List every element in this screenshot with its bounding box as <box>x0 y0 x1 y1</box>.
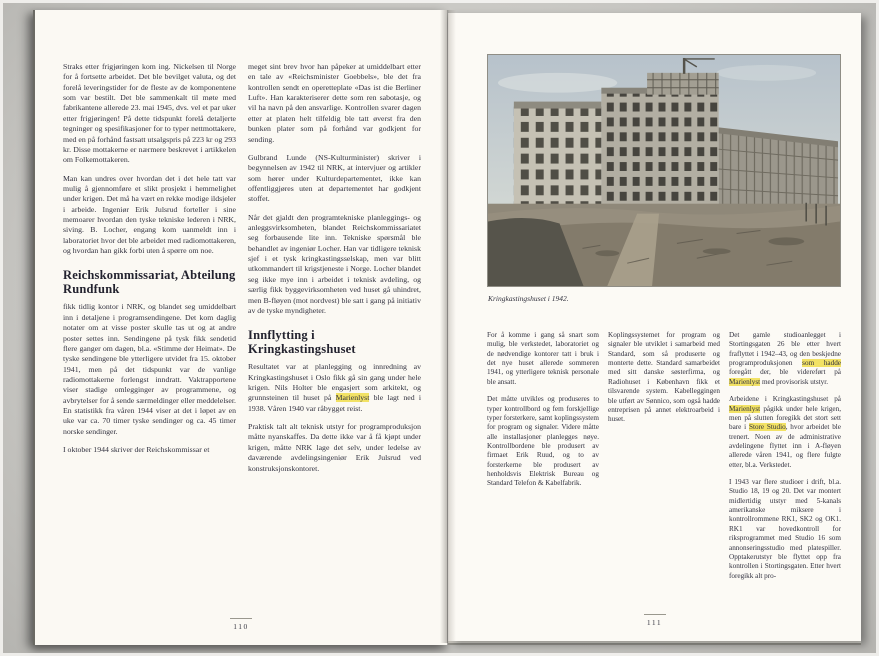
left-page <box>33 10 447 645</box>
highlighted-text: som hadde <box>802 359 841 368</box>
paragraph: Man kan undres over hvordan det i det hele tatt var mulig å gjennomføre et slikt prosjekt i hemmelighet under krigen. Det må ha vært en rekke modige ildsjeler i arbeide. Ingeniør Erik Julsrud forteller i sine memoarer hvordan den tyske tekniske lederen i NRK, siving. B. Locher, engang kom uanmeldt inn i laboratoriet hvor det ble arbeidet med radiomottakeren, og hvordan han gikk forbi uten å spørre om noe. <box>63 173 236 256</box>
paragraph <box>729 331 841 387</box>
text-segment: med provisorisk utstyr. <box>760 377 829 386</box>
text-segment: ble lagt ned i 1938. Våren 1940 var råbygget reist. <box>248 393 421 413</box>
left-page-column-2 <box>248 62 421 618</box>
paragraph <box>729 395 841 470</box>
paragraph: Koplingssystemet for program og signaler ble utviklet i samarbeid med Standard, som så produserte og monterte dette. Standard samarbeidet med sitt danske søsterfirma, og Radiohuset i København fikk et tilsvarende system. Kabelleggingen ble utført av Sønnico, som også hadde entreprisen på annet elektroarbeid i huset. <box>608 331 720 424</box>
highlighted-text: Store Studio <box>748 423 786 432</box>
photo-illustration <box>488 55 840 286</box>
paragraph: Det måtte utvikles og produseres to typer kontrollbord og fem forskjellige typer forsterkere, samt koplingssystem for program og signaler. Videre måtte alle installasjoner planlegges nøye. Kontrollbordene ble produsert av firmaet Erik Ruud, og to av forsterkerne ble produsert av henholdsvis Elektrisk Bureau og Standard Telefon & Kabelfabrik. <box>487 395 599 488</box>
highlighted-text: Marienlyst <box>729 377 761 386</box>
paragraph: I oktober 1944 skriver der Reichskommissar et <box>63 445 210 455</box>
construction-photo <box>487 54 841 287</box>
paragraph: Gulbrand Lunde (NS-Kulturminister) skriver i begynnelsen av 1942 til NRK, at intervjuer og artikler som hører under Kulturdepartementet, ikke kan offentliggjøres uten at departementet har godkjent stoffet. <box>248 152 421 204</box>
paragraph: I 1943 var flere studioer i drift, bl.a. Studio 18, 19 og 20. Det var montert midlertidig utstyr med 5-kanals amerikanske miksere i kontrollrommene RK1, SK2 og OK1. RK1 var hovedkontroll for riksprogrammet med Studio 16 som annonseringsstudio med platespiller. Opptakerutstyr ble flyttet opp fra kontrollen i Stortingsgaten. Etter hvert foregikk alt pro- <box>729 478 841 580</box>
paragraph: fikk tidlig kontor i NRK, og blandet seg umiddelbart inn i detaljene i programsendingene. Det kom daglig notater om at visse poster skulle tas ut og at andre poster settes inn. Sendingene på tysk fikk sendetid flere ganger om dagen, bl.a. «Stimme der Heimat». De tyske sendingene ble ytterligere utvidet fra 15. oktober 1941, men på det tidspunkt var de vanlige radiomottakerne forlengst inndratt. Vaktrapportene viser stadige omlegginger av programmene, og avbrytelser for å sende særmeldinger eller meddelelser. En statistikk fra våren 1944 viser at det i løpet av en uke var ca. 70 timer tyske sendinger og ca. 45 timer norske sendinger. <box>63 302 236 436</box>
paragraph: Praktisk talt alt teknisk utstyr for programproduksjon måtte nyanskaffes. Da dette ikke var å få kjøpt under krigen, måtte NRK lage det selv, under ledelse av daværende avdelingsingeniør Erik Julsrud ved konstruksjonskontoret. <box>248 422 421 473</box>
paragraph: meget sint brev hvor han påpeker at umiddelbart etter en tale av «Reichsminister Goebbels», ble det fra kontrollen sendt en operetteplate «Das ist die Berliner Luft». Han karakteriserer dette som ren sabotasje, og vil ha navn på den ansvarlige. Kontrollen svarer dagen etter at platen helt tilfeldig ble tatt øverst fra den bunken plater som på forhånd var godkjent for sending. <box>248 62 421 144</box>
text-segment: foregått der, ble videreført på <box>729 368 841 377</box>
text-segment: Det gamle studioanlegget i Stortingsgaten 26 ble etter hvert fraflyttet i 1942–43, og den beskjedne programproduksjonen <box>729 331 841 368</box>
photo-caption: Kringkastingshuset i 1942. <box>488 294 569 303</box>
paragraph: For å komme i gang så snart som mulig, ble verkstedet, laboratoriet og de nødvendige kontorer tatt i bruk i det nye huset allerede sommeren 1941, og ytterligere teknisk personale ble ansatt. <box>487 331 599 386</box>
text-segment: pågikk under hele krigen, men på slutten foregikk det stort sett bare i <box>729 404 841 432</box>
highlighted-text: Marienlyst <box>335 393 370 403</box>
right-page <box>448 13 861 641</box>
right-page-column-2 <box>608 331 720 623</box>
right-page-number: 111 <box>448 614 861 627</box>
right-page-column-1 <box>487 331 599 623</box>
paragraph <box>248 362 421 414</box>
text-segment: Arbeidene i Kringkastingshuset på <box>729 395 841 404</box>
paragraph: Når det gjaldt den programtekniske planleggings- og anleggsvirksomheten, blandet Reichskommissariatet seg forbausende lite inn. Tekniske spørsmål ble behandlet av ingeniør Locher. Han var tidligere teknisk sjef i et tysk kringkastingsselskap, men var blitt utkommandert til krigstjeneste i Norge. Locher blandet seg ikke mye inn i arbeidet i teknisk avdeling, og særlig fikk byggevirksomheten ved huset gå uhindret, men B-fløyen (mot nordvest) ble satt i gang på initiativ av de tyske myndigheter. <box>248 212 421 315</box>
heading-reichskommissariat-abteilung-rundfunk: Reichskommissariat, Abteilung Rundfunk <box>63 268 236 297</box>
highlighted-text: Marienlyst <box>729 404 761 413</box>
left-page-column-1 <box>63 62 236 618</box>
text-segment: Resultatet var at planlegging og innredning av Kringkastingshuset i Oslo fikk gå sin gang under hele krigen. Nils Holter ble engasjert som arkitekt, og grunnsteinen til huset på <box>248 362 421 403</box>
text-segment: , hvor arbeidet ble trenert. Noen av de administrative avdelingene flyttet inn i A-fløyen allerede våren 1941, og flere fulgte etter, bl.a. Verkstedet. <box>729 423 841 469</box>
paragraph: Straks etter frigjøringen kom ing. Nickelsen til Norge for å fortsette arbeidet. Det ble bevilget valuta, og det forelå leveringstider for de fleste av de komponentene som var bestilt. Det ble sammenkalt til møte med fabrikantene allerede 23. mai 1945, dvs. vel et par uker etter frigjøringen! På dette tidspunkt forelå detaljerte tegninger og spesifikasjoner for to typer nettmottakere, med en på forhånd fastsatt utsalgspris på 223 kr og 293 kr. Disse mottakerne er nærmere beskrevet i artikkelen om Folkemottakeren. <box>63 62 236 165</box>
right-page-column-3 <box>729 331 841 623</box>
heading-innflytting-i-kringkastingshuset: Innflytting i Kringkastingshuset <box>248 328 356 357</box>
left-page-number: 110 <box>35 618 447 631</box>
